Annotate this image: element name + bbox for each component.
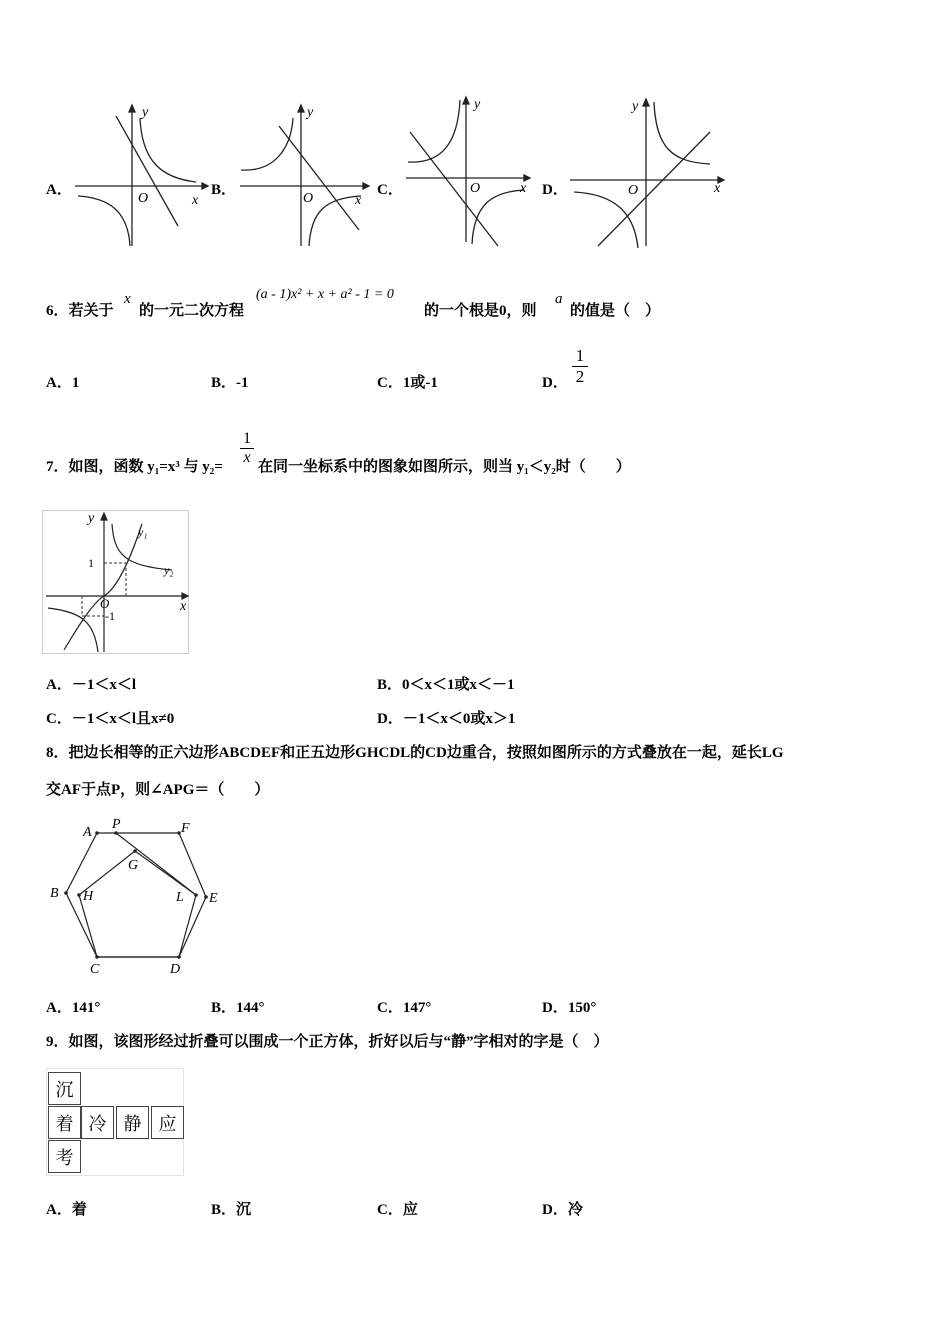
svg-text:-1: -1 — [105, 609, 115, 623]
q6-option-d-numerator: 1 — [575, 346, 585, 365]
q6-stem-part2: 的一元二次方程 — [139, 303, 245, 319]
q9-stem: 9．如图，该图形经过折叠可以围成一个正方体，折好以后与“静”字相对的字是（ ） — [46, 1034, 609, 1050]
svg-text:A: A — [83, 825, 92, 840]
q9-cell-left: 着 — [48, 1106, 81, 1139]
q8-stem-line1: 8．把边长相等的正六边形ABCDEF和正五边形GHCDL的CD边重合，按照如图所示的方式叠放在一起，延长LG — [46, 745, 784, 761]
q7-fraction-numerator: 1 — [243, 430, 251, 447]
svg-text:x: x — [192, 193, 199, 208]
svg-text:P: P — [112, 817, 121, 832]
svg-text:O: O — [100, 596, 110, 611]
svg-text:y: y — [474, 97, 481, 112]
q5-option-c-label: C． — [377, 182, 403, 198]
svg-text:O: O — [138, 191, 149, 206]
q6-var-a: a — [555, 291, 563, 307]
svg-text:y: y — [88, 511, 95, 526]
svg-text:B: B — [50, 886, 59, 901]
q9-cell-bottom: 考 — [48, 1140, 81, 1173]
svg-text:L: L — [176, 890, 184, 905]
q7-option-b: B．0＜x＜1或x＜－1 — [377, 677, 515, 693]
q6-stem-part4: 的值是（ ） — [570, 303, 661, 319]
svg-text:F: F — [181, 821, 190, 836]
q6-var-x: x — [124, 291, 131, 307]
q7-stem-part1: 7．如图，函数 y₁=x³ 与 y₂= — [46, 459, 223, 475]
q8-option-c: C．147° — [377, 1000, 432, 1016]
svg-text:y: y — [632, 99, 639, 114]
svg-text:H: H — [83, 889, 94, 904]
q6-option-d-denominator: 2 — [572, 366, 588, 387]
q7-fraction — [240, 430, 254, 467]
svg-text:D: D — [170, 962, 181, 977]
q9-option-d: D．冷 — [542, 1202, 583, 1218]
q7-option-d: D．－1＜x＜0或x＞1 — [377, 711, 516, 727]
svg-text:1: 1 — [88, 556, 94, 570]
q7-fraction-denominator: x — [240, 448, 254, 467]
svg-text:O: O — [303, 191, 314, 206]
q6-stem-part3: 的一个根是0，则 — [424, 303, 537, 319]
q7-stem-part2: 在同一坐标系中的图象如图所示，则当 y₁＜y₂时（ ） — [258, 459, 631, 475]
q7-option-a: A．－1＜x＜l — [46, 677, 137, 693]
svg-text:O: O — [628, 183, 639, 198]
svg-text:x: x — [714, 181, 721, 196]
q6-stem-part1: 6．若关于 — [46, 303, 114, 319]
q7-option-c: C．－1＜x＜l且x≠0 — [46, 711, 175, 727]
q8-option-b: B．144° — [211, 1000, 265, 1016]
svg-text:y: y — [307, 105, 314, 120]
q6-equation: (a - 1)x² + x + a² - 1 = 0 — [256, 287, 394, 302]
q9-cell-top: 沉 — [48, 1072, 81, 1105]
q5-option-d-label: D． — [542, 182, 568, 198]
q5-option-a-label: A． — [46, 182, 72, 198]
svg-text:G: G — [128, 858, 139, 873]
svg-text:y₂: y₂ — [164, 563, 174, 577]
svg-text:E: E — [209, 891, 218, 906]
q5-option-b-label: B． — [211, 182, 237, 198]
q8-stem-line2: 交AF于点P，则∠APG＝（ ） — [46, 782, 270, 798]
svg-text:x: x — [520, 181, 527, 196]
svg-text:y: y — [142, 105, 149, 120]
q6-option-b: B．-1 — [211, 375, 249, 391]
q9-option-a: A．着 — [46, 1202, 87, 1218]
svg-text:x: x — [355, 193, 362, 208]
q8-option-a: A．141° — [46, 1000, 101, 1016]
q5-graph-a — [70, 100, 210, 250]
q6-option-c: C．1或-1 — [377, 375, 438, 391]
svg-text:x: x — [180, 599, 187, 614]
q8-option-d: D．150° — [542, 1000, 597, 1016]
q9-cell-4: 应 — [151, 1106, 184, 1139]
q6-option-d-fraction — [572, 346, 588, 387]
q5-graph-b — [235, 100, 375, 250]
q5-graph-d — [568, 92, 728, 252]
q6-option-a: A．1 — [46, 375, 80, 391]
q8-figure — [46, 815, 226, 975]
q9-cell-3: 静 — [116, 1106, 149, 1139]
q7-graph — [42, 510, 190, 655]
q9-option-c: C．应 — [377, 1202, 418, 1218]
svg-text:O: O — [470, 181, 481, 196]
q5-graph-c — [404, 92, 544, 252]
q6-option-d-label: D． — [542, 375, 568, 391]
q9-option-b: B．沉 — [211, 1202, 252, 1218]
q9-cell-2: 冷 — [81, 1106, 114, 1139]
svg-text:y₁: y₁ — [138, 525, 148, 539]
svg-text:C: C — [90, 962, 100, 977]
